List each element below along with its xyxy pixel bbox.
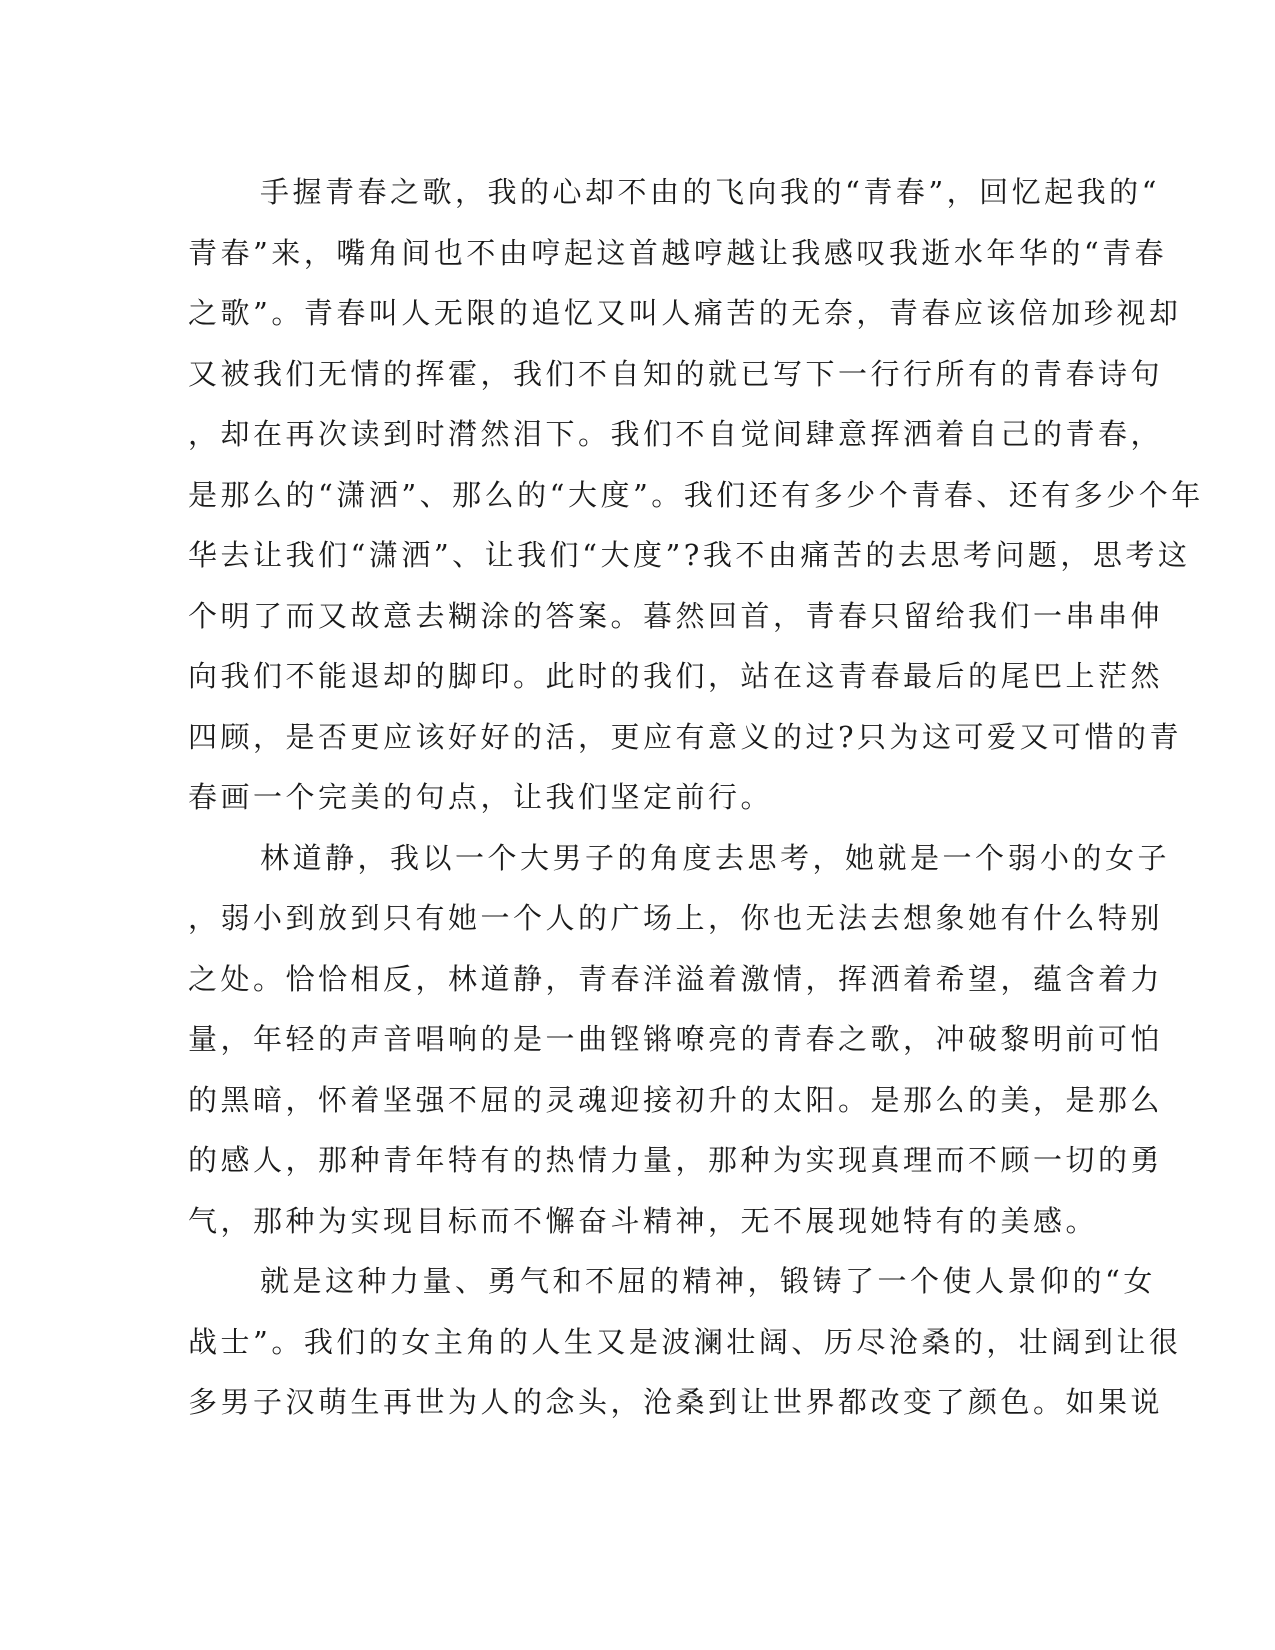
text-line: 之处。恰恰相反，林道静，青春洋溢着激情，挥洒着希望，蕴含着力 — [188, 961, 1164, 996]
paragraph-3 — [188, 1251, 1182, 1433]
text-line: 华去让我们“潇洒”、让我们“大度”?我不由痛苦的去思考问题，思考这 — [188, 538, 1191, 572]
text-line: 就是这种力量、勇气和不屈的精神，锻铸了一个使人景仰的“女 — [260, 1264, 1156, 1298]
text-line: 量，年轻的声音唱响的是一曲铿锵嘹亮的青春之歌，冲破黎明前可怕 — [188, 1022, 1164, 1056]
text-line: 青春”来，嘴角间也不由哼起这首越哼越让我感叹我逝水年华的“青春 — [188, 235, 1168, 270]
text-line: ，弱小到放到只有她一个人的广场上，你也无法去想象她有什么特别 — [188, 901, 1164, 935]
text-line: 的感人，那种青年特有的热情力量，那种为实现真理而不顾一切的勇 — [188, 1143, 1164, 1177]
text-line: 四顾，是否更应该好好的活，更应有意义的过?只为这可爱又可惜的青 — [188, 719, 1183, 754]
text-line: 战士”。我们的女主角的人生又是波澜壮阔、历尽沧桑的，壮阔到让很 — [188, 1324, 1182, 1359]
text-line: 多男子汉萌生再世为人的念头，沧桑到让世界都改变了颜色。如果说 — [188, 1385, 1164, 1419]
text-line: 是那么的“潇洒”、那么的“大度”。我们还有多少个青春、还有多少个年 — [188, 477, 1204, 512]
text-line: 手握青春之歌，我的心却不由的飞向我的“青春”，回忆起我的“ — [260, 175, 1160, 209]
text-line: 春画一个完美的句点，让我们坚定前行。 — [188, 780, 774, 814]
paragraph-2 — [188, 828, 1171, 1252]
text-line: 之歌”。青春叫人无限的追忆又叫人痛苦的无奈，青春应该倍加珍视却 — [188, 296, 1182, 330]
text-line: 气，那种为实现目标而不懈奋斗精神，无不展现她特有的美感。 — [188, 1203, 1099, 1238]
text-line: ，却在再次读到时潸然泪下。我们不自觉间肆意挥洒着自己的青春， — [188, 417, 1164, 451]
body-text — [188, 162, 1204, 1433]
text-line: 个明了而又故意去糊涂的答案。暮然回首，青春只留给我们一串串伸 — [188, 598, 1164, 633]
text-line: 的黑暗，怀着坚强不屈的灵魂迎接初升的太阳。是那么的美，是那么 — [188, 1082, 1164, 1117]
text-line: 向我们不能退却的脚印。此时的我们，站在这青春最后的尾巴上茫然 — [188, 659, 1164, 693]
text-line: 林道静，我以一个大男子的角度去思考，她就是一个弱小的女子 — [260, 840, 1171, 875]
text-line: 又被我们无情的挥霍，我们不自知的就已写下一行行所有的青春诗句 — [188, 356, 1164, 391]
paragraph-1 — [188, 162, 1204, 828]
